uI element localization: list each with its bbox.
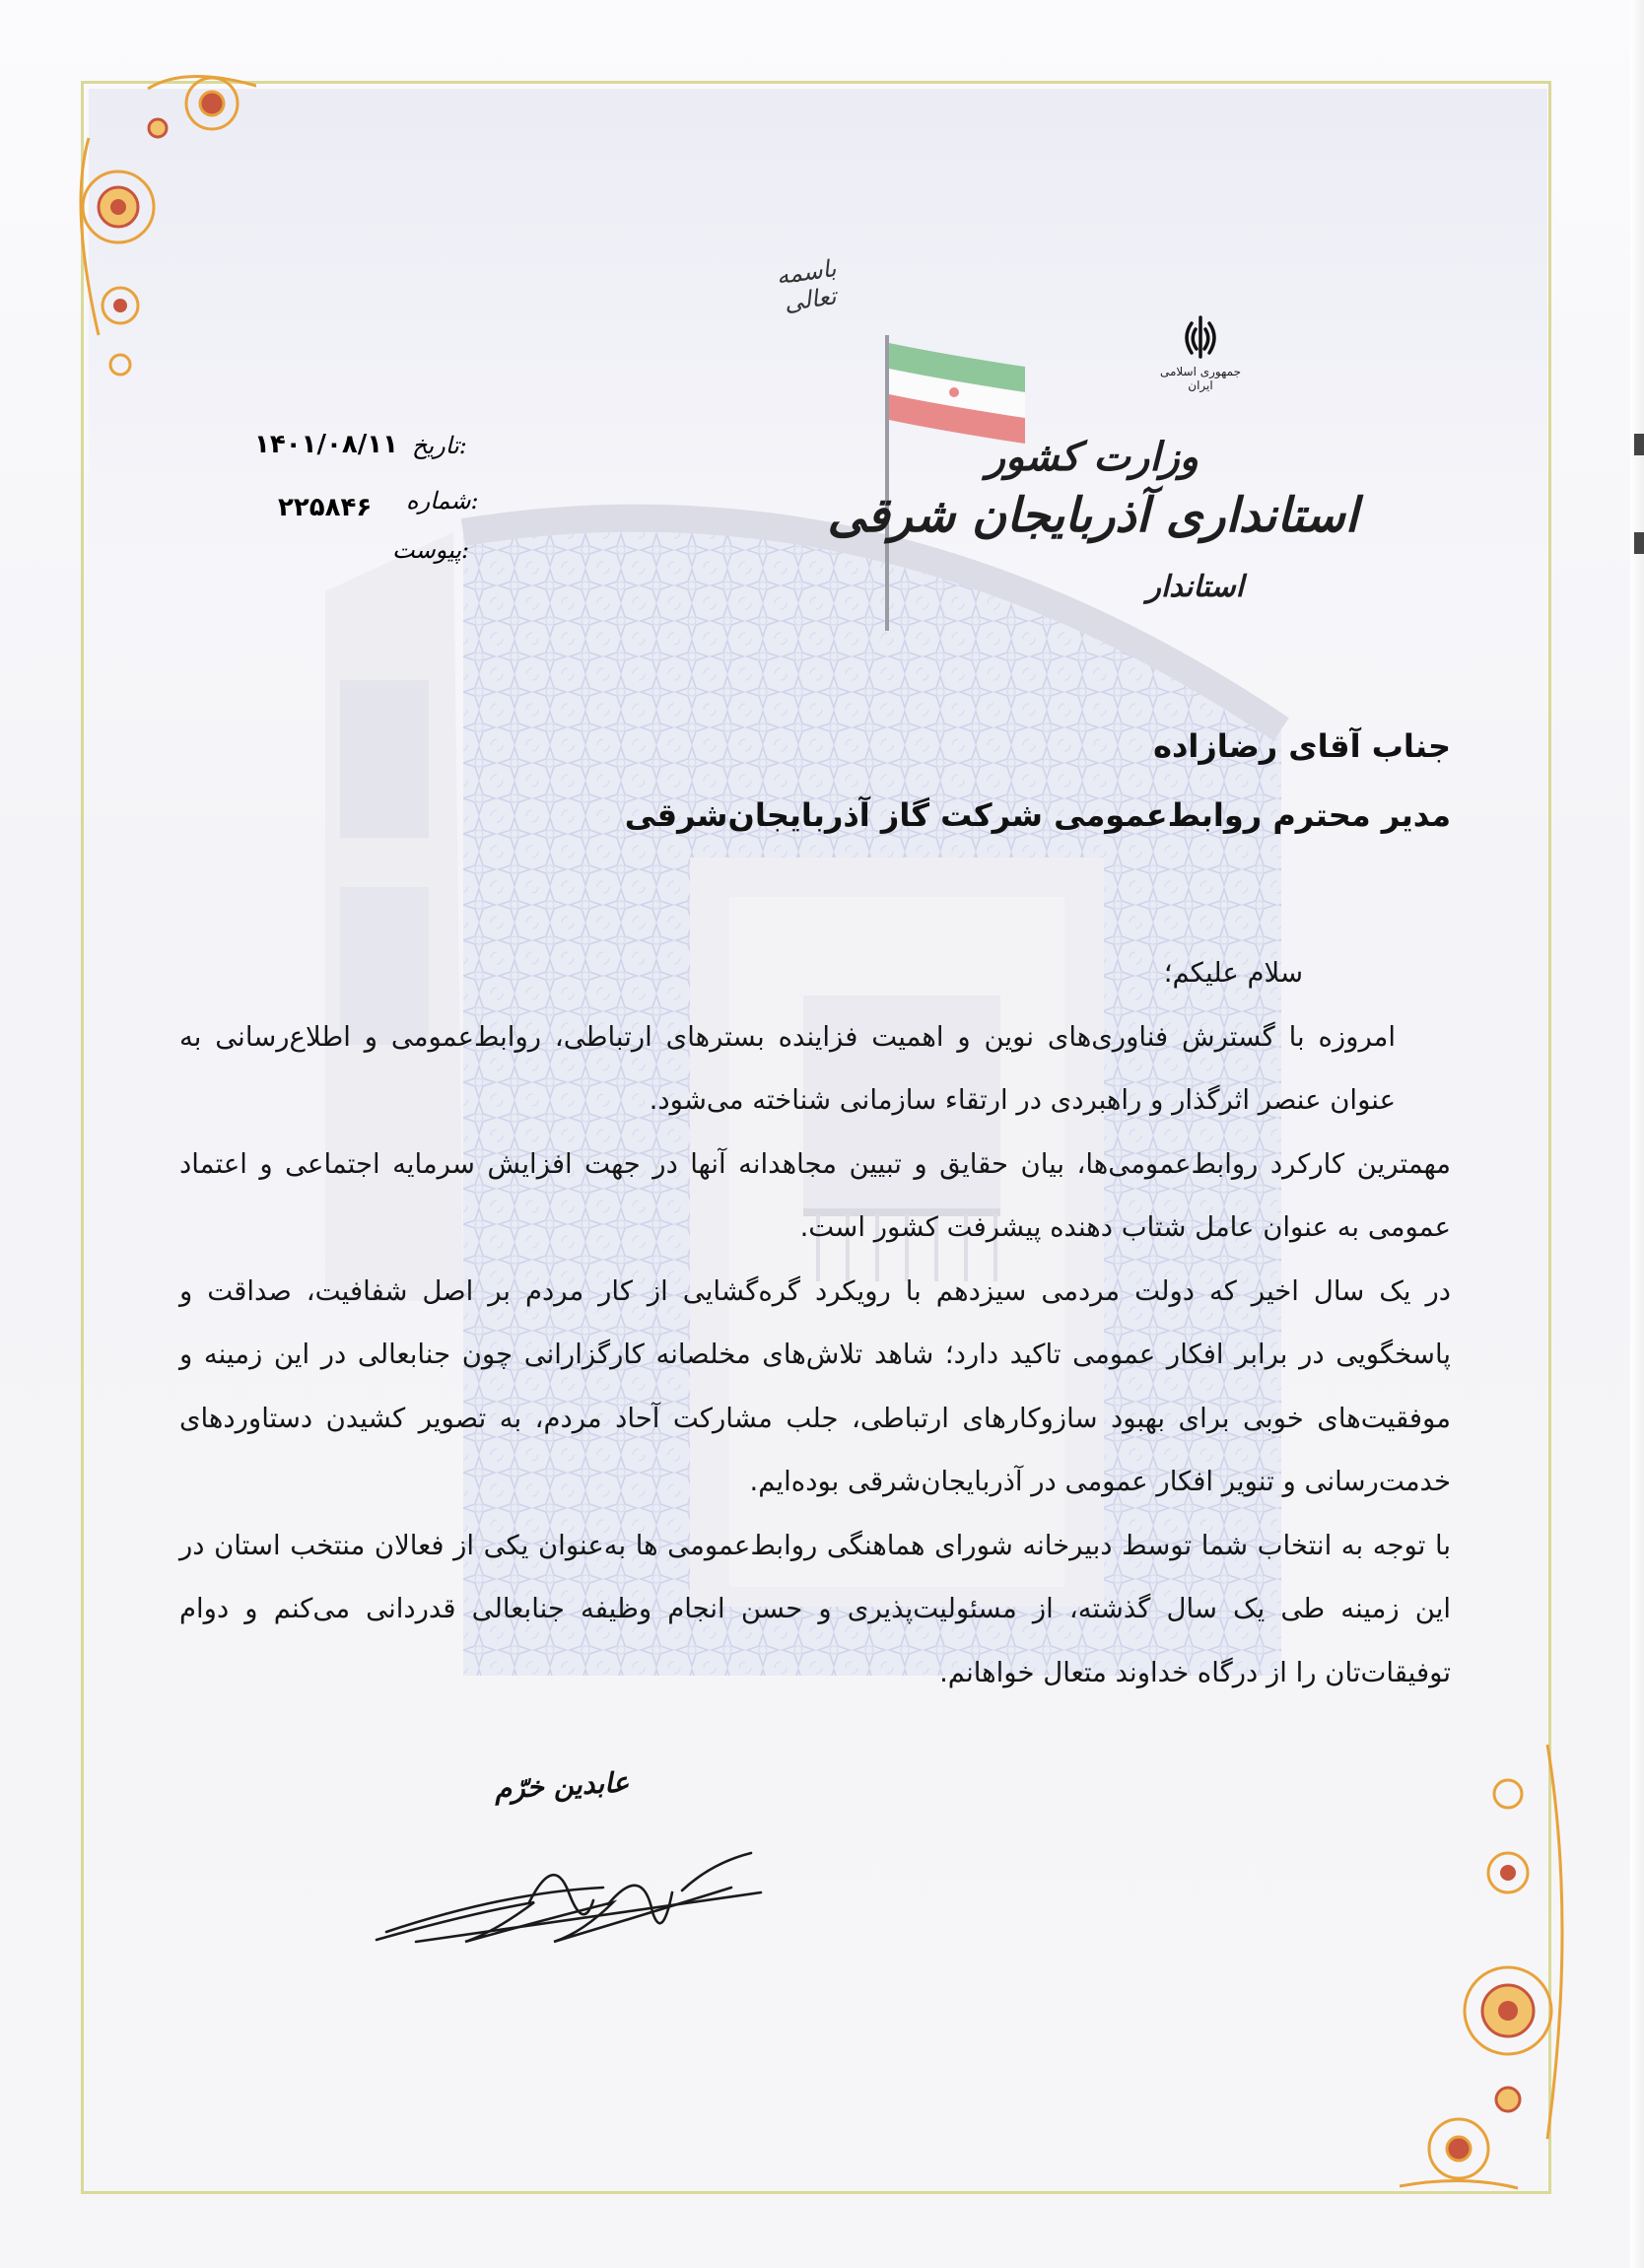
bismillah-heading: باسمه تعالی <box>774 254 839 317</box>
scan-mark <box>1634 532 1644 554</box>
handwritten-signature-icon <box>357 1794 771 1961</box>
attachment-label: پیوست: <box>392 536 470 564</box>
paragraph-3: در یک سال اخیر که دولت مردمی سیزدهم با رویکرد گره‌گشایی از کار مردم بر اصل شفافیت، صداقت و پاسخگویی در برابر افکار عمومی تاکید دارد؛ شاهد تلاش‌های مخلصانه کارگزارانی چون جنابعالی در این زمینه و موفقیت‌های خوبی برای بهبود سازوکارهای ارتباطی، جلب مشارکت آحاد مردم، به تصویر کشیدن دستاوردهای خدمت‌رسانی و تنویر افکار عمومی در آذربایجان‌شرقی بوده‌ایم. <box>179 1274 1451 1497</box>
letter-body <box>179 941 1451 1704</box>
scan-mark <box>1634 434 1644 455</box>
number-value: ۲۲۵۸۴۶ <box>278 493 373 522</box>
paragraph-2: مهمترین کارکرد روابط‌عمومی‌ها، بیان حقایق و تبیین مجاهدانه آنها در جهت افزایش سرمایه اجتماعی و اعتماد عمومی به عنوان عامل شتاب دهنده پیشرفت کشور است. <box>179 1147 1451 1243</box>
ministry-title: وزارت کشور <box>986 434 1199 480</box>
floral-ornament-top-left-icon <box>59 59 256 394</box>
recipient-name: جناب آقای رضازاده <box>1153 727 1451 765</box>
paragraph-1: امروزه با گسترش فناوری‌های نوین و اهمیت فزاینده بسترهای ارتباطی، روابط‌عمومی و اطلاع‌رسانی به عنوان عنصر اثرگذار و راهبردی در ارتقاء سازمانی شناخته می‌شود. <box>179 1020 1396 1116</box>
recipient-title: مدیر محترم روابط‌عمومی شرکت گاز آذربایجان‌شرقی <box>624 796 1451 834</box>
number-label: شماره: <box>406 487 479 515</box>
date-label: تاریخ: <box>412 432 467 459</box>
governorate-title: استانداری آذربایجان شرقی <box>827 488 1358 543</box>
paragraph-4: با توجه به انتخاب شما توسط دبیرخانه شورای هماهنگی روابط‌عمومی ها به‌عنوان یکی از فعالان منتخب استان در این زمینه طی یک سال گذشته، از مسئولیت‌پذیری و حسن انجام وظیفه جنابعالی قدردانی می‌کنم و دوام توفیقات‌تان را از درگاه خداوند متعال خواهانم. <box>179 1529 1451 1688</box>
date-value: ۱۴۰۱/۰۸/۱۱ <box>254 430 398 459</box>
office-title: استاندار <box>1146 570 1244 604</box>
greeting: سلام علیکم؛ <box>1163 957 1303 989</box>
floral-ornament-bottom-right-icon <box>1400 1725 1597 2218</box>
republic-caption: جمهوری اسلامی ایران <box>1159 365 1242 392</box>
iran-emblem-icon <box>1178 313 1223 361</box>
signer-name: عابدین خرّم <box>493 1765 631 1806</box>
scan-edge <box>1630 0 1644 2268</box>
